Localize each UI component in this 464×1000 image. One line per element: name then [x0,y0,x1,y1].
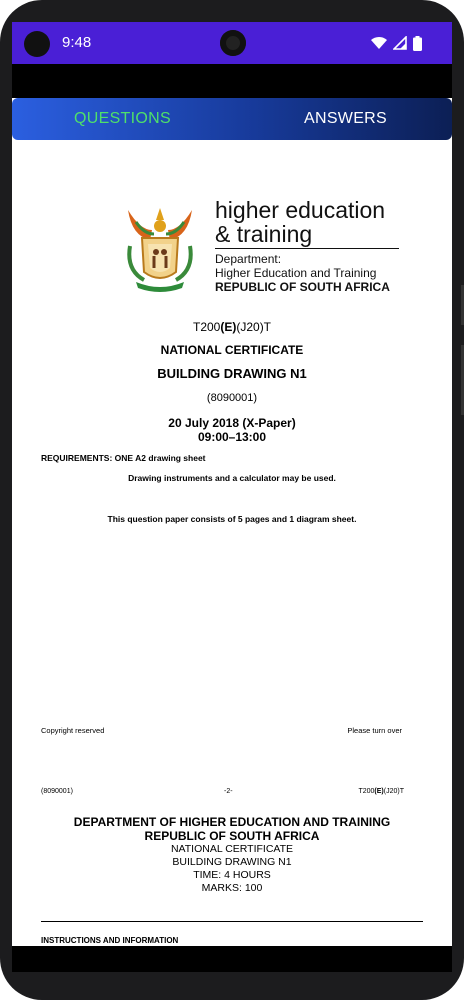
copyright-text: Copyright reserved [41,726,105,735]
status-bar [12,22,452,64]
paper-code-e: (E) [220,320,237,334]
coat-of-arms-logo [120,200,200,296]
page2-divider [41,921,423,922]
dept-line-1: Department: [215,252,282,266]
page2-line-4: BUILDING DRAWING N1 [172,856,292,868]
status-icons [371,34,422,52]
exam-date: 20 July 2018 (X-Paper) [168,416,296,430]
drawing-note: Drawing instruments and a calculator may be used. [128,473,336,483]
tab-questions[interactable]: QUESTIONS [74,110,171,127]
paper-code-prefix: T200 [192,320,221,334]
brand-line-2: & training [215,221,313,247]
battery-icon [413,36,422,51]
screen [12,22,452,972]
toolbar-spacer [12,64,452,98]
dept-line-3: REPUBLIC OF SOUTH AFRICA [215,280,390,294]
page-header-right-e: (E) [374,788,384,795]
page-header-left: (8090001) [41,788,73,795]
pdf-document[interactable] [12,140,452,946]
tab-answers[interactable]: ANSWERS [304,110,387,127]
page2-line-5: TIME: 4 HOURS [193,869,271,881]
brand-line-1: higher education [215,197,386,223]
brand-divider [215,248,399,249]
paper-code-suffix: (J20)T [236,320,272,334]
navigation-bar [12,946,452,972]
paper-code [12,320,452,334]
page2-heading-2: REPUBLIC OF SOUTH AFRICA [144,829,320,843]
national-certificate: NATIONAL CERTIFICATE [160,343,304,357]
front-camera [220,30,246,56]
page-count-note: This question paper consists of 5 pages and 1 diagram sheet. [107,514,357,524]
tab-bar [12,98,452,140]
exam-time: 09:00–13:00 [197,430,267,444]
instructions-heading: INSTRUCTIONS AND INFORMATION [41,936,179,945]
page2-heading-1: DEPARTMENT OF HIGHER EDUCATION AND TRAINING [73,815,391,829]
wifi-icon [371,36,387,50]
cellular-signal-icon [393,36,407,50]
page-header-right-suffix: (J20)T [383,788,404,795]
requirements: REQUIREMENTS: ONE A2 drawing sheet [41,453,206,463]
page-header-right [358,788,404,795]
page-header-right-prefix: T200 [358,788,375,795]
subject-title: BUILDING DRAWING N1 [157,366,307,381]
dept-line-2: Higher Education and Training [215,266,377,280]
page-number: -2- [224,788,233,795]
turn-over-text: Please turn over [347,726,402,735]
subject-number: (8090001) [206,392,258,404]
page2-line-3: NATIONAL CERTIFICATE [170,843,294,855]
camera-hole-left [24,31,50,57]
status-time: 9:48 [62,34,92,51]
page2-line-6: MARKS: 100 [201,882,263,894]
